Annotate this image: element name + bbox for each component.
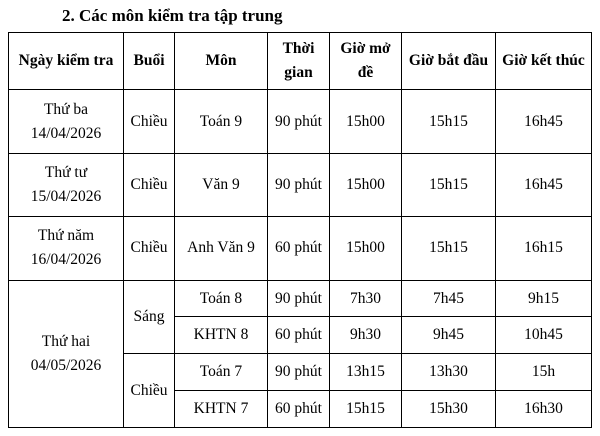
header-date: Ngày kiểm tra — [9, 33, 124, 90]
end-time-cell: 16h45 — [496, 153, 592, 216]
end-time-cell: 9h15 — [496, 280, 592, 317]
duration-cell: 60 phút — [268, 317, 330, 354]
start-time-cell: 15h30 — [402, 391, 496, 428]
date-cell — [9, 90, 124, 153]
date-cell — [9, 280, 124, 427]
date-cell — [9, 217, 124, 280]
duration-cell: 90 phút — [268, 354, 330, 391]
end-time-cell: 10h45 — [496, 317, 592, 354]
start-time-cell: 15h15 — [402, 217, 496, 280]
date-cell — [9, 153, 124, 216]
table-row — [9, 90, 592, 153]
header-duration-line1: Thời — [282, 40, 315, 58]
header-end-time: Giờ kết thúc — [496, 33, 592, 90]
exam-schedule-table — [8, 32, 592, 428]
day-label: Thứ ba — [43, 100, 89, 118]
open-time-cell: 15h00 — [330, 217, 402, 280]
header-session: Buổi — [124, 33, 175, 90]
subject-cell: Anh Văn 9 — [175, 217, 268, 280]
subject-cell: Văn 9 — [175, 153, 268, 216]
day-label: Thứ năm — [37, 227, 95, 245]
duration-cell: 90 phút — [268, 153, 330, 216]
start-time-cell: 15h15 — [402, 153, 496, 216]
end-time-cell: 16h45 — [496, 90, 592, 153]
session-cell: Chiều — [124, 90, 175, 153]
header-start-time: Giờ bắt đầu — [402, 33, 496, 90]
duration-cell: 60 phút — [268, 217, 330, 280]
open-time-cell: 13h15 — [330, 354, 402, 391]
subject-cell: Toán 9 — [175, 90, 268, 153]
header-open-line1: Giờ mở — [340, 40, 391, 58]
date-label: 15/04/2026 — [30, 187, 102, 205]
end-time-cell: 16h15 — [496, 217, 592, 280]
start-time-cell: 7h45 — [402, 280, 496, 317]
day-label: Thứ hai — [41, 332, 91, 350]
header-subject: Môn — [175, 33, 268, 90]
date-label: 16/04/2026 — [30, 251, 102, 269]
start-time-cell: 15h15 — [402, 90, 496, 153]
subject-cell: Toán 7 — [175, 354, 268, 391]
start-time-cell: 9h45 — [402, 317, 496, 354]
duration-cell: 60 phút — [268, 391, 330, 428]
duration-cell: 90 phút — [268, 90, 330, 153]
duration-cell: 90 phút — [268, 280, 330, 317]
open-time-cell: 15h00 — [330, 90, 402, 153]
open-time-cell: 15h00 — [330, 153, 402, 216]
table-row — [9, 280, 592, 317]
header-open-time — [330, 33, 402, 90]
open-time-cell: 9h30 — [330, 317, 402, 354]
header-row — [9, 33, 592, 90]
end-time-cell: 16h30 — [496, 391, 592, 428]
end-time-cell: 15h — [496, 354, 592, 391]
table-row — [9, 153, 592, 216]
day-label: Thứ tư — [44, 163, 88, 181]
session-cell: Chiều — [124, 217, 175, 280]
open-time-cell: 7h30 — [330, 280, 402, 317]
session-cell: Chiều — [124, 354, 175, 428]
subject-cell: Toán 8 — [175, 280, 268, 317]
session-cell: Chiều — [124, 153, 175, 216]
subject-cell: KHTN 7 — [175, 391, 268, 428]
session-cell: Sáng — [124, 280, 175, 354]
date-label: 14/04/2026 — [30, 124, 102, 142]
header-duration — [268, 33, 330, 90]
start-time-cell: 13h30 — [402, 354, 496, 391]
section-title: 2. Các môn kiểm tra tập trung — [62, 6, 283, 25]
open-time-cell: 15h15 — [330, 391, 402, 428]
header-open-line2: đề — [357, 64, 374, 82]
date-label: 04/05/2026 — [30, 356, 102, 374]
subject-cell: KHTN 8 — [175, 317, 268, 354]
header-duration-line2: gian — [284, 64, 313, 82]
table-row — [9, 217, 592, 280]
